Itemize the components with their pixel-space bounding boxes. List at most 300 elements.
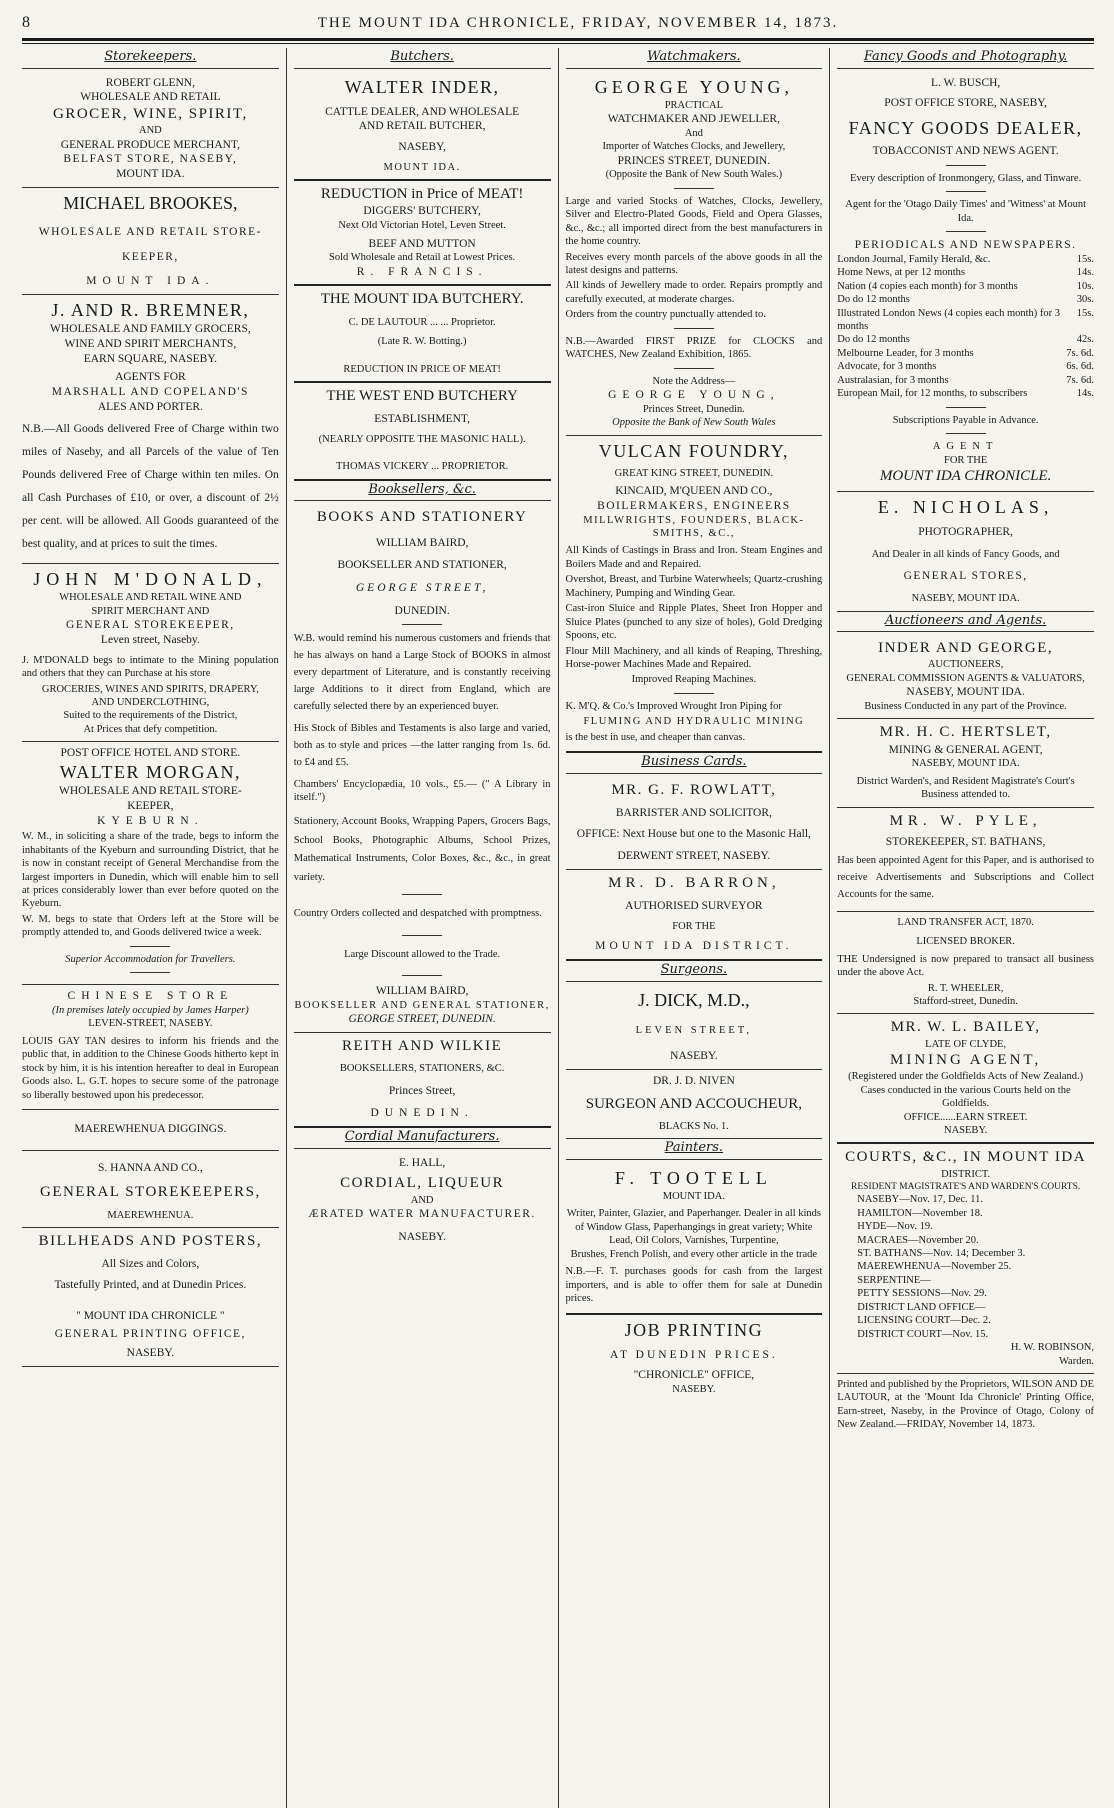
ad-body: J. M'DONALD begs to intimate to the Mining population and others that they can Purchase at his store <box>22 654 279 680</box>
ad-line: H. W. ROBINSON, <box>1010 1342 1094 1354</box>
divider <box>130 972 170 973</box>
periodical-name: Do do 12 months <box>837 334 910 346</box>
ad-hall <box>294 1152 551 1250</box>
ad-line: MINING & GENERAL AGENT, <box>888 743 1043 756</box>
ad-title: CHINESE STORE <box>67 990 234 1003</box>
ad-line: And <box>684 127 703 139</box>
ad-title: MR. H. C. HERTSLET, <box>879 724 1052 741</box>
periodical-row <box>837 293 1094 306</box>
court-entry: LICENSING COURT—Dec. 2. <box>857 1315 991 1327</box>
ad-line: BARRISTER AND SOLICITOR, <box>615 806 772 819</box>
ad-diggers-butchery <box>294 181 551 286</box>
divider <box>946 433 986 434</box>
ad-line: GEORGE STREET, DUNEDIN. <box>348 1013 496 1026</box>
ad-line: BOOKSELLER AND STATIONER, <box>337 559 507 572</box>
ad-line: DUNEDIN. <box>370 1107 474 1120</box>
ad-title: CORDIAL, LIQUEUR <box>340 1175 505 1192</box>
ad-line: NASEBY. <box>672 1383 716 1395</box>
ad-line: AND <box>410 1194 434 1206</box>
ad-body: Chambers' Encyclopædia, 10 vols., £5.— (" A Library in itself.") <box>293 778 551 804</box>
ad-line: GEORGE YOUNG, <box>608 389 780 402</box>
ad-line: MINING AGENT, <box>890 1052 1042 1069</box>
ad-line: LATE OF CLYDE, <box>925 1038 1007 1050</box>
ad-line: BELFAST STORE, NASEBY, <box>63 153 238 166</box>
ad-line: ÆRATED WATER MANUFACTURER. <box>308 1208 536 1221</box>
ad-line: GROCERIES, WINES AND SPIRITS, DRAPERY, <box>41 683 259 695</box>
ad-line: FOR THE <box>672 921 716 933</box>
court-entry: HYDE—Nov. 19. <box>857 1221 933 1233</box>
court-entry: DISTRICT COURT—Nov. 15. <box>857 1328 989 1340</box>
court-entry: PETTY SESSIONS—Nov. 29. <box>857 1288 987 1300</box>
ad-line: Warden. <box>1058 1355 1094 1367</box>
periodical-row <box>837 360 1094 373</box>
ad-line: AND RETAIL BUTCHER, <box>358 120 486 133</box>
section-header: Auctioneers and Agents. <box>837 612 1094 633</box>
ad-body: Writer, Painter, Glazier, and Paperhanger. Dealer in all kinds of Window Glass, Paperhangings in great variety; White Lead, Oil Colors, Varnishes, Turpentine, <box>566 1208 822 1247</box>
ad-body: Flour Mill Machinery, and all kinds of Reaping, Threshing, Horse-power Machines Made and Repaired. <box>565 645 823 670</box>
ad-title: MR. G. F. ROWLATT, <box>611 781 777 798</box>
ad-inder-george <box>837 635 1094 719</box>
ad-body: K. M'Q. & Co.'s Improved Wrought Iron Piping for <box>565 700 782 712</box>
divider <box>674 693 714 694</box>
ad-line: (Late R. W. Botting.) <box>377 336 467 348</box>
ad-body: is the best in use, and cheaper than canvas. <box>565 731 746 743</box>
ad-body: Large Discount allowed to the Trade. <box>344 948 501 960</box>
periodical-name: European Mail, for 12 months, to subscribers <box>837 388 1028 400</box>
ad-title: WALTER INDER, <box>344 76 500 97</box>
ad-line: At Prices that defy competition. <box>83 723 218 735</box>
ad-line: Princes Street, <box>388 1084 456 1097</box>
ad-line: THOMAS VICKERY ... PROPRIETOR. <box>336 461 509 473</box>
periodical-name: London Journal, Family Herald, &c. <box>837 253 991 265</box>
ad-line: Sold Wholesale and Retail at Lowest Prices. <box>329 252 516 264</box>
periodical-row <box>837 266 1094 279</box>
ad-line: GEORGE STREET, <box>355 582 489 594</box>
ad-inder <box>294 72 551 182</box>
ad-line: DERWENT STREET, NASEBY. <box>617 850 771 863</box>
ad-title: E. NICHOLAS, <box>877 497 1054 518</box>
periodical-price: 42s. <box>1076 334 1094 346</box>
divider <box>674 328 714 329</box>
ad-line: C. DE LAUTOUR ... ... Proprietor. <box>348 316 496 328</box>
ad-line: TOBACCONIST AND NEWS AGENT. <box>872 145 1059 158</box>
ad-line: STOREKEEPER, ST. BATHANS, <box>885 835 1046 848</box>
ad-west-end-butchery <box>294 383 551 481</box>
ad-line: MOUNT IDA. <box>116 168 185 181</box>
section-header: Booksellers, &c. <box>294 481 551 502</box>
ad-line: Tastefully Printed, and at Dunedin Prices. <box>54 1278 247 1291</box>
ad-brookes <box>22 188 279 295</box>
ad-title: REITH AND WILKIE <box>341 1038 503 1054</box>
ad-line: POST OFFICE HOTEL AND STORE. <box>60 747 241 760</box>
ad-line: NASEBY, MOUNT IDA. <box>911 758 1020 770</box>
ad-line: BOOKSELLERS, STATIONERS, &C. <box>339 1063 505 1075</box>
ad-rowlatt <box>566 777 823 870</box>
ad-line: WHOLESALE AND FAMILY GROCERS, <box>50 323 251 336</box>
ad-line: DIGGERS' BUTCHERY, <box>363 205 481 218</box>
section-header: Storekeepers. <box>22 48 279 69</box>
ad-body: Orders from the country punctually attended to. <box>565 309 766 321</box>
ad-baird <box>294 504 551 1033</box>
ad-line: EARN SQUARE, NASEBY. <box>83 352 218 365</box>
ad-line: AGENTS FOR <box>115 371 186 384</box>
ad-line: WHOLESALE AND RETAIL WINE AND <box>59 592 242 604</box>
ad-line: MILLWRIGHTS, FOUNDERS, BLACK- <box>583 514 805 526</box>
ad-line: GENERAL COMMISSION AGENTS & VALUATORS, <box>846 672 1085 684</box>
ad-line: MOUNT IDA DISTRICT. <box>595 940 793 953</box>
periodical-price: 6s. 6d. <box>1066 361 1094 373</box>
ad-line: ROBERT GLENN, <box>105 76 195 89</box>
imprint: Printed and published by the Proprietors, WILSON AND DE LAUTOUR, at the 'Mount Ida Chronicle' Printing Office, Earn-street, Naseby, in the Province of Otago, Colony of New Zealand.—FRIDAY, November 14, 1873. <box>837 1378 1094 1431</box>
periodical-row <box>837 333 1094 346</box>
ad-glenn <box>22 72 279 188</box>
ad-line: GENERAL PRINTING OFFICE, <box>54 1328 246 1341</box>
ad-line: WHOLESALE AND RETAIL STORE- <box>59 785 242 798</box>
periodical-row <box>837 387 1094 400</box>
ad-line: ESTABLISHMENT, <box>374 413 470 426</box>
divider <box>402 624 442 625</box>
ad-title: FANCY GOODS DEALER, <box>848 118 1083 139</box>
ad-body: Every description of Ironmongery, Glass, and Tinware. <box>850 172 1082 184</box>
court-entry: MAEREWHENUA—November 25. <box>857 1261 1012 1273</box>
ad-body: N.B.—All Goods delivered Free of Charge within two miles of Naseby, and all Parcels of the value of Ten Pounds delivered Free of Charge within ten miles. On all Cash Purchases of £10, or over, a discount of 2½ per cent. will be allowed. All Goods guaranteed of the best quality, and at prices to suit the times. <box>22 423 279 551</box>
divider <box>402 975 442 976</box>
ad-billheads <box>22 1228 279 1367</box>
ad-line: Stafford-street, Dunedin. <box>913 996 1018 1008</box>
periodicals-list <box>837 253 1094 401</box>
ad-line: FLUMING AND HYDRAULIC MINING <box>583 716 805 728</box>
ad-line: NASEBY. <box>126 1347 175 1360</box>
ad-job-printing <box>566 1315 823 1402</box>
ad-line: KEEPER, <box>121 250 179 263</box>
ad-line: Improved Reaping Machines. <box>631 674 757 686</box>
ad-line: Princes Street, Dunedin. <box>642 403 745 415</box>
periodical-price: 15s. <box>1076 307 1094 319</box>
divider <box>402 894 442 895</box>
ad-title: VULCAN FOUNDRY, <box>598 440 789 461</box>
ad-line: R. FRANCIS. <box>356 265 488 278</box>
ad-title: GROCER, WINE, SPIRIT, <box>53 106 248 123</box>
ad-niven <box>566 1070 823 1139</box>
ad-body: Cast-iron Sluice and Ripple Plates, Sheet Iron Hopper and Sluice Plates (punched to any size of holes), Gold Dredging Spoons, etc. <box>565 603 823 642</box>
section-header: Fancy Goods and Photography. <box>837 48 1094 69</box>
ad-body: Large and varied Stocks of Watches, Clocks, Jewellery, Silver and Electro-Plated Goods, Field and Opera Glasses, &c., &c.; all imported direct from the best manufacturers in the home country. <box>565 195 823 248</box>
column-butchers <box>286 48 558 1808</box>
ad-line: Leven street, Naseby. <box>100 634 200 646</box>
periodical-price: 7s. 6d. <box>1066 374 1094 386</box>
ad-bremner <box>22 295 279 564</box>
periodical-row <box>837 307 1094 334</box>
ad-line: All Sizes and Colors, <box>101 1258 200 1271</box>
ad-line: MOUNT IDA. <box>662 1191 725 1202</box>
ad-line: BLACKS No. 1. <box>658 1120 729 1132</box>
column-fancy-goods <box>829 48 1094 1808</box>
ad-maerewhenua <box>22 1110 279 1151</box>
ad-line: LEVEN STREET, <box>635 1024 753 1036</box>
periodical-price: 15s. <box>1076 253 1094 265</box>
ad-line: LEVEN-STREET, NASEBY. <box>88 1018 213 1030</box>
ad-line: AGENT <box>932 441 999 453</box>
court-entry: SERPENTINE— <box>857 1274 931 1286</box>
column-storekeepers <box>22 48 286 1808</box>
court-entry: ST. BATHANS—Nov. 14; December 3. <box>857 1248 1026 1260</box>
ad-line: PERIODICALS AND NEWSPAPERS. <box>854 239 1077 252</box>
ad-line: E. HALL, <box>398 1156 446 1169</box>
ad-land-transfer <box>837 912 1094 1015</box>
divider <box>402 935 442 936</box>
periodical-row <box>837 347 1094 360</box>
page-number: 8 <box>22 14 32 31</box>
ad-body: All kinds of Jewellery made to order. Repairs promptly and carefully executed, at moderate charges. <box>565 280 823 305</box>
ad-line: KYEBURN. <box>97 814 204 827</box>
ad-line: MOUNT IDA. <box>86 275 215 288</box>
ad-line: BOILERMAKERS, ENGINEERS <box>597 499 791 512</box>
ad-line: L. W. BUSCH, <box>930 76 1001 89</box>
ad-title: THE WEST END BUTCHERY <box>326 387 518 404</box>
ad-body: All Kinds of Castings in Brass and Iron. Steam Engines and Boilers Made and and Repaired. <box>565 545 823 570</box>
ad-title: GEORGE YOUNG, <box>594 76 794 97</box>
ad-line: Cases conducted in the various Courts held on the Goldfields. <box>860 1084 1071 1110</box>
ad-line: DISTRICT. <box>941 1168 991 1180</box>
ad-body: Country Orders collected and despatched with promptness. <box>293 908 542 920</box>
periodical-row <box>837 253 1094 266</box>
ad-mcdonald <box>22 564 279 742</box>
section-header: Cordial Manufacturers. <box>294 1128 551 1149</box>
ad-line: WILLIAM BAIRD, <box>375 985 469 998</box>
ad-title: J. DICK, M.D., <box>638 989 750 1010</box>
ad-body: W.B. would remind his numerous customers and friends that he has always on hand a Large Stock of BOOKS in almost every department of Literature, and is constantly receiving large Additions to it direct from England, which are carefully selected there by an experienced buyer. <box>293 633 551 712</box>
ad-line: (In premises lately occupied by James Harper) <box>52 1004 249 1016</box>
ad-line: Superior Accommodation for Travellers. <box>65 953 236 965</box>
periodical-name: Advocate, for 3 months <box>837 361 937 373</box>
ad-title: GENERAL STOREKEEPERS, <box>40 1184 261 1201</box>
ad-line: RESIDENT MAGISTRATE'S AND WARDEN'S COURTS. <box>851 1182 1081 1193</box>
divider <box>946 407 986 408</box>
ad-tootell <box>566 1163 823 1315</box>
ad-line: AND <box>139 125 162 137</box>
ad-line: R. T. WHEELER, <box>927 982 1004 994</box>
periodical-row <box>837 280 1094 293</box>
ad-line: NASEBY. <box>398 1230 446 1243</box>
ad-line: SPIRIT MERCHANT AND <box>91 605 210 617</box>
ad-title: F. TOOTELL <box>614 1167 773 1188</box>
ad-body: Overshot, Breast, and Turbine Waterwheels; Quartz-crushing Machinery, Pumping and Winding Gear. <box>565 574 823 599</box>
ad-line: Next Old Victorian Hotel, Leven Street. <box>338 220 506 232</box>
ad-body: Agent for the 'Otago Daily Times' and 'Witness' at Mount Ida. <box>845 199 1086 224</box>
ad-body: District Warden's, and Resident Magistrate's Court's Business attended to. <box>856 775 1075 801</box>
ad-title: BOOKS AND STATIONERY <box>316 509 528 526</box>
periodical-price: 10s. <box>1076 280 1094 292</box>
ad-line: OFFICE......EARN STREET. <box>903 1111 1028 1123</box>
ad-title: J. AND R. BREMNER, <box>51 300 250 321</box>
periodical-name: Australasian, for 3 months <box>837 374 949 386</box>
periodical-name: Melbourne Leader, for 3 months <box>837 347 974 359</box>
ad-line: PRINCES STREET, DUNEDIN. <box>617 154 771 167</box>
periodical-name: Home News, at per 12 months <box>837 267 965 279</box>
ad-body: Has been appointed Agent for this Paper, and is authorised to receive Advertisements and Subscriptions and Collect Accounts for the same. <box>837 855 1094 901</box>
ad-title: MR. W. L. BAILEY, <box>890 1019 1041 1036</box>
periodical-price: 7s. 6d. <box>1066 347 1094 359</box>
ad-line: MARSHALL AND COPELAND'S <box>51 385 249 398</box>
divider <box>130 946 170 947</box>
ad-line: (NEARLY OPPOSITE THE MASONIC HALL). <box>318 433 526 445</box>
periodical-row <box>837 374 1094 387</box>
ad-line: NASEBY, MOUNT IDA. <box>906 686 1025 699</box>
ad-line: LICENSED BROKER. <box>916 936 1015 948</box>
ad-title: MAEREWHENUA DIGGINGS. <box>74 1122 227 1135</box>
ad-morgan <box>22 742 279 985</box>
ad-title: THE MOUNT IDA BUTCHERY. <box>320 291 524 308</box>
ad-line: NASEBY. <box>670 1050 718 1063</box>
ad-line: NASEBY. <box>943 1125 988 1137</box>
ad-courts <box>837 1144 1094 1373</box>
ad-pyle <box>837 808 1094 912</box>
court-list <box>837 1193 1094 1341</box>
ad-body: His Stock of Bibles and Testaments is also large and varied, both as to style and prices —the latter ranging from 1s. 6d. to £4 and £5. <box>293 723 551 769</box>
ad-line: GENERAL STORES, <box>903 570 1028 583</box>
ad-line: Subscriptions Payable in Advance. <box>892 414 1039 426</box>
ad-body: W. M., in soliciting a share of the trade, begs to inform the inhabitants of the Kyeburn and surrounding District, that he is now in constant receipt of General Merchandise from the largest importers in Dunedin, which will enable him to sell at prices considerably lower than ever before quoted on the Kyeburn. <box>22 831 279 910</box>
ad-line: " MOUNT IDA CHRONICLE " <box>76 1309 225 1322</box>
ad-line: (Registered under the Goldfields Acts of New Zealand.) <box>848 1071 1084 1083</box>
ad-line: WILLIAM BAIRD, <box>375 536 469 549</box>
periodical-name: Nation (4 copies each month) for 3 months <box>837 280 1018 292</box>
ad-chinese-store <box>22 985 279 1110</box>
ad-line: AUCTIONEERS, <box>927 659 1004 671</box>
ad-young <box>566 72 823 436</box>
ad-body: Stationery, Account Books, Wrapping Papers, Grocers Bags, School Books, Photographic Albums, School Prizes, Mathematical Instruments, Color Boxes, &c., &c., in great variety. <box>293 815 551 884</box>
ad-title: MICHAEL BROOKES, <box>63 192 238 213</box>
column-watchmakers <box>558 48 830 1808</box>
ad-title: JOB PRINTING <box>624 1319 764 1340</box>
ad-nicholas <box>837 492 1094 611</box>
ad-line: WHOLESALE AND RETAIL <box>80 91 221 104</box>
ad-busch <box>837 72 1094 493</box>
periodical-name: Illustrated London News (4 copies each month) for 3 months <box>837 307 1061 333</box>
section-header: Painters. <box>566 1139 823 1160</box>
ad-line: PRACTICAL <box>664 99 724 111</box>
ad-body: N.B.—Awarded FIRST PRIZE for CLOCKS and WATCHES, New Zealand Exhibition, 1865. <box>565 335 823 361</box>
ad-body: N.B.—F. T. purchases goods for cash from the largest importers, and is able to offer them for sale at Dunedin prices. <box>565 1266 823 1305</box>
section-header: Surgeons. <box>566 961 823 982</box>
ad-reith-wilkie <box>294 1033 551 1128</box>
ad-title: JOHN M'DONALD, <box>33 569 268 590</box>
ad-line: Suited to the requirements of the District, <box>63 710 238 722</box>
ad-line: MOUNT IDA. <box>383 161 461 173</box>
page-title: THE MOUNT IDA CHRONICLE, FRIDAY, NOVEMBER 14, 1873. <box>317 15 839 31</box>
ad-line: AT DUNEDIN PRICES. <box>609 1348 778 1361</box>
masthead-rule <box>22 38 1094 44</box>
ad-title: INDER AND GEORGE, <box>878 640 1054 657</box>
ad-title: MR. W. PYLE, <box>889 812 1042 829</box>
ad-hertslet <box>837 719 1094 807</box>
divider <box>946 165 986 166</box>
ad-line: REDUCTION IN PRICE OF MEAT! <box>343 363 501 375</box>
ad-title: COURTS, &C., IN MOUNT IDA <box>845 1149 1087 1166</box>
ad-line: WINE AND SPIRIT MERCHANTS, <box>64 337 237 350</box>
ad-line: (Opposite the Bank of New South Wales.) <box>605 169 783 181</box>
ad-body: THE Undersigned is now prepared to transact all business under the above Act. <box>837 953 1094 979</box>
ad-line: MAEREWHENUA. <box>107 1209 194 1221</box>
ad-hanna <box>22 1151 279 1228</box>
ad-title: MR. D. BARRON, <box>608 875 780 892</box>
ad-line: PHOTOGRAPHER, <box>918 526 1013 539</box>
ad-line: KINCAID, M'QUEEN AND CO., <box>615 485 773 498</box>
ad-line: WHOLESALE AND RETAIL STORE- <box>38 225 262 238</box>
ad-title: BILLHEADS AND POSTERS, <box>38 1233 263 1250</box>
ad-line: NASEBY, <box>398 141 446 154</box>
ad-line: GENERAL STOREKEEPER, <box>66 619 235 632</box>
court-entry: DISTRICT LAND OFFICE— <box>857 1301 986 1313</box>
periodical-name: Do do 12 months <box>837 294 910 306</box>
spacer <box>22 1293 279 1309</box>
ad-line: Business Conducted in any part of the Province. <box>864 700 1067 712</box>
ad-line: GREAT KING STREET, DUNEDIN. <box>614 467 774 479</box>
ad-mount-ida-butchery <box>294 286 551 383</box>
ad-line: DUNEDIN. <box>394 604 450 617</box>
ad-line: BEEF AND MUTTON <box>368 237 476 250</box>
ad-body: LOUIS GAY TAN desires to inform his friends and the public that, in addition to the Chinese Goods hitherto kept in stock by him, it is his intention hereafter to deal in European Goods also. L. G.T. hopes to secure some of the patronage so liberally bestowed upon his predecessor. <box>22 1035 279 1101</box>
ad-line: DR. J. D. NIVEN <box>652 1075 735 1087</box>
court-entry: HAMILTON—November 18. <box>857 1207 983 1219</box>
ad-line: FOR THE <box>943 454 988 466</box>
ad-title: SURGEON AND ACCOUCHEUR, <box>585 1095 803 1112</box>
ad-line: ALES AND PORTER. <box>97 400 203 413</box>
ad-line: Opposite the Bank of New South Wales <box>612 417 776 429</box>
ad-line: BOOKSELLER AND GENERAL STATIONER, <box>294 999 550 1011</box>
ad-line: Note the Address— <box>652 375 736 387</box>
ad-vulcan-foundry <box>566 436 823 753</box>
ad-body: W. M. begs to state that Orders left at the Store will be promptly attended to, and Goods delivered twice a week. <box>22 913 279 939</box>
ad-line: AUTHORISED SURVEYOR <box>625 900 763 913</box>
ad-line: Importer of Watches Clocks, and Jewellery, <box>602 141 786 153</box>
ad-line: SMITHS, &C., <box>652 528 735 540</box>
ad-line: "CHRONICLE" OFFICE, <box>633 1369 755 1382</box>
ad-line: NASEBY, MOUNT IDA. <box>911 593 1020 605</box>
ad-line: WATCHMAKER AND JEWELLER, <box>607 113 780 126</box>
ad-bailey <box>837 1014 1094 1144</box>
ad-dick <box>566 985 823 1070</box>
section-header: Watchmakers. <box>566 48 823 69</box>
section-header: Butchers. <box>294 48 551 69</box>
ad-line: POST OFFICE STORE, NASEBY, <box>884 97 1047 110</box>
divider <box>946 191 986 192</box>
ad-body: Receives every month parcels of the above goods in all the latest designs and patterns. <box>565 251 823 277</box>
ad-title: REDUCTION in Price of MEAT! <box>320 186 524 203</box>
ad-line: AND UNDERCLOTHING, <box>91 697 210 709</box>
periodical-price: 14s. <box>1076 267 1094 279</box>
ad-body: Brushes, French Polish, and every other article in the trade <box>570 1248 818 1260</box>
section-header: Business Cards. <box>566 753 823 774</box>
divider <box>946 231 986 232</box>
ad-line: LAND TRANSFER ACT, 1870. <box>897 916 1034 928</box>
ad-line: CATTLE DEALER, AND WHOLESALE <box>325 105 520 118</box>
court-entry: NASEBY—Nov. 17, Dec. 11. <box>857 1194 984 1206</box>
ad-line: S. HANNA AND CO., <box>97 1161 203 1174</box>
ad-line: GENERAL PRODUCE MERCHANT, <box>60 138 240 151</box>
ad-line: And Dealer in all kinds of Fancy Goods, and <box>871 548 1060 560</box>
divider <box>674 188 714 189</box>
periodical-price: 30s. <box>1076 294 1094 306</box>
ad-line: KEEPER, <box>127 799 174 812</box>
court-entry: MACRAES—November 20. <box>857 1234 979 1246</box>
ad-title: WALTER MORGAN, <box>59 762 242 783</box>
columns <box>22 48 1094 1808</box>
masthead <box>22 14 1094 36</box>
periodical-price: 14s. <box>1076 388 1094 400</box>
divider <box>674 368 714 369</box>
ad-line: MOUNT IDA CHRONICLE. <box>879 467 1052 484</box>
